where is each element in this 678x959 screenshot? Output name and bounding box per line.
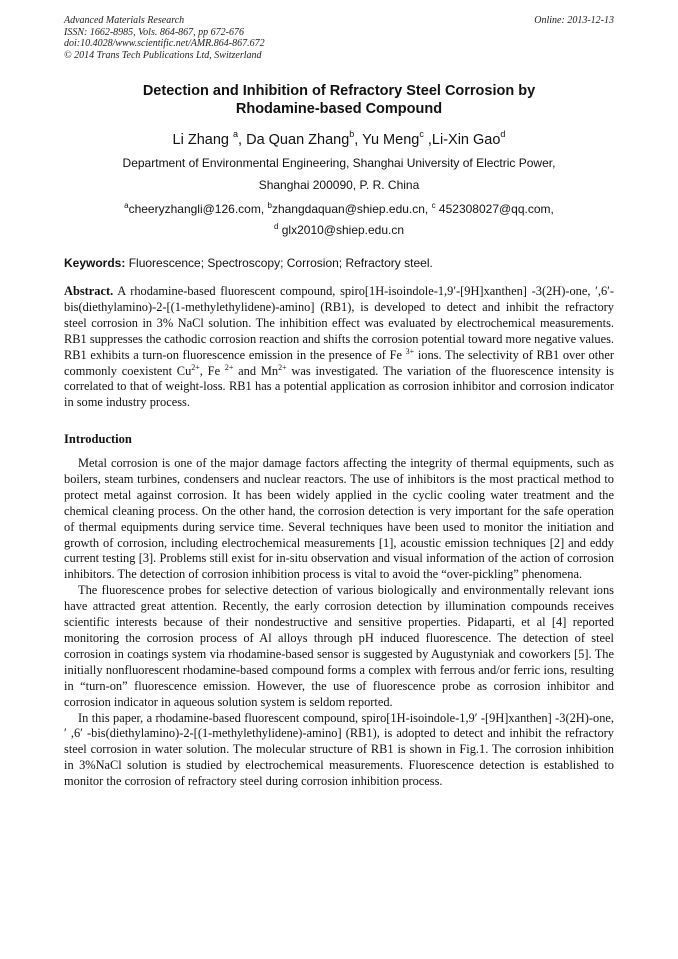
author-sep: , — [354, 132, 363, 148]
author-sup: c — [419, 129, 424, 139]
paragraph: In this paper, a rhodamine-based fluorescent compound, spiro[1H-isoindole-1,9′ -[9H]xanthen] -3(2H)-one, ′ ,6′ -bis(diethylamino)-2-[(1-methylethylidene)-amino] (RB1), is adopted to detect and inhibit the refractory steel corrosion in water solution. The molecular structure of RB1 is shown in Fig.1. The corrosion inhibition in 3%NaCl solution is studied by electrochemical measurements. Fluorescence detection is established to monitor the corrosion of refractory steel during corrosion inhibition process. — [64, 710, 614, 789]
author-name: Li Zhang — [172, 132, 234, 148]
journal-name: Advanced Materials Research — [64, 15, 185, 26]
doi-line: doi:10.4028/www.scientific.net/AMR.864-867.672 — [64, 38, 265, 49]
copyright-line: © 2014 Trans Tech Publications Ltd, Switzerland — [64, 49, 262, 61]
abstract-text: A rhodamine-based fluorescent compound, spiro[1H-isoindole-1,9′-[9H]xanthen] -3(2H)-one, ′,6′-bis(diethylamino)-2-[(1-methylethylidene)-amino] (RB1), is developed to detect and inhibit the refractory steel corrosion in 3% NaCl solution. The inhibition effect was evaluated by electrochemical measurements. RB1 suppresses the cathodic corrosion reaction and shifts the corrosion potential toward more negative values. RB1 exhibits a turn-on fluorescence emission in the presence of Fe — [64, 284, 614, 362]
email-a[interactable]: cheeryzhangli@126.com, — [128, 202, 268, 216]
paper-title — [64, 82, 614, 118]
author-name: Da Quan Zhang — [246, 132, 350, 148]
author-name: Li-Xin Gao — [431, 132, 501, 148]
email-sup: a — [124, 201, 129, 210]
paragraph: The fluorescence probes for selective detection of various biologically and environmentally relevant ions have attracted great attention. Recently, the early corrosion detection by illumination compounds receives scientific interests because of their nondestructive and sensitive properties. Pidaparti, et al [4] reported monitoring the corrosion process of Al alloys through pH induced fluorescence. The detection of steel corrosion in coatings system via rhodamine-based sensor is suggested by Augustyniak and coworkers [5]. The initially nonfluorescent rhodamine-based compound forms a complex with ferrous and/or ferric ions, resulting in “turn-on” fluorescence emission. However, the use of fluorescence probe as corrosion inhibitor and corrosion indicator in aqueous solution system is seldom reported. — [64, 583, 614, 709]
author-sup: d — [500, 129, 506, 139]
abstract — [64, 284, 614, 411]
email-line-1 — [64, 199, 614, 216]
ion-charge: 2+ — [191, 362, 200, 372]
abstract-label: Abstract. — [64, 284, 114, 298]
ion-charge: 3+ — [405, 346, 415, 356]
abstract-text: ions. The selectivity of RB1 over other commonly coexistent Cu — [64, 347, 614, 378]
affiliation-line-1: Department of Environmental Engineering, Shanghai University of Electric Power, — [122, 156, 556, 170]
section-heading-introduction: Introduction — [64, 432, 132, 446]
issn-line: ISSN: 1662-8985, Vols. 864-867, pp 672-676 — [64, 26, 244, 38]
title-line-2: Rhodamine-based Compound — [235, 101, 443, 117]
author-sup: a — [233, 129, 239, 139]
title-line-1: Detection and Inhibition of Refractory Steel Corrosion by — [142, 83, 536, 99]
email-d[interactable]: glx2010@shiep.edu.cn — [278, 223, 405, 237]
keywords — [64, 256, 614, 270]
email-c[interactable]: 452308027@qq.com, — [435, 202, 554, 216]
abstract-text: was investigated. The variation of the fluorescence intensity is correlated to that of weight-loss. RB1 has a potential application as corrosion inhibitor and corrosion indicator in some industry process. — [64, 363, 615, 410]
author-sup: b — [349, 129, 355, 139]
email-sup: c — [431, 201, 436, 210]
email-sup: b — [267, 201, 272, 210]
email-b[interactable]: zhangdaquan@shiep.edu.cn, — [271, 202, 432, 216]
keywords-text: Fluorescence; Spectroscopy; Corrosion; Refractory steel. — [125, 256, 433, 270]
online-date: Online: 2013-12-13 — [534, 15, 614, 26]
paragraph: Metal corrosion is one of the major damage factors affecting the integrity of thermal equipments, such as boilers, steam turbines, condensers and nuclear reactors. The use of inhibitors is the most practical method to protect metal against corrosion. It has been widely applied in the cyclic cooling water treatment and the chemical cleaning process. On the other hand, the corrosion detection is very important for the safe operation of thermal equipments during service time. Several techniques have been used to monitor the initiation and growth of corrosion, including electrochemical measurements [1], acoustic emission techniques [2] and eddy current testing [3]. Problems still exist for in-situ observation and visual information of the action of corrosion inhibitors. The detection of corrosion inhibition process is vital to avoid the “over-pickling” phenomena. — [64, 456, 614, 582]
abstract-text: , Fe — [199, 363, 225, 378]
introduction-body — [64, 456, 614, 790]
ion-charge: 2+ — [278, 362, 287, 372]
abstract-text: and Mn — [233, 363, 279, 378]
header-left — [64, 15, 265, 61]
keywords-label: Keywords: — [64, 256, 126, 270]
ion-charge: 2+ — [224, 362, 234, 372]
author-name: Yu Meng — [362, 132, 420, 148]
author-sep: , — [423, 132, 432, 148]
email-line-2 — [64, 220, 614, 237]
affiliation-line-2: Shanghai 200090, P. R. China — [258, 178, 420, 192]
author-sep: , — [238, 132, 247, 148]
author-list — [64, 129, 614, 148]
email-sup: d — [273, 222, 279, 231]
